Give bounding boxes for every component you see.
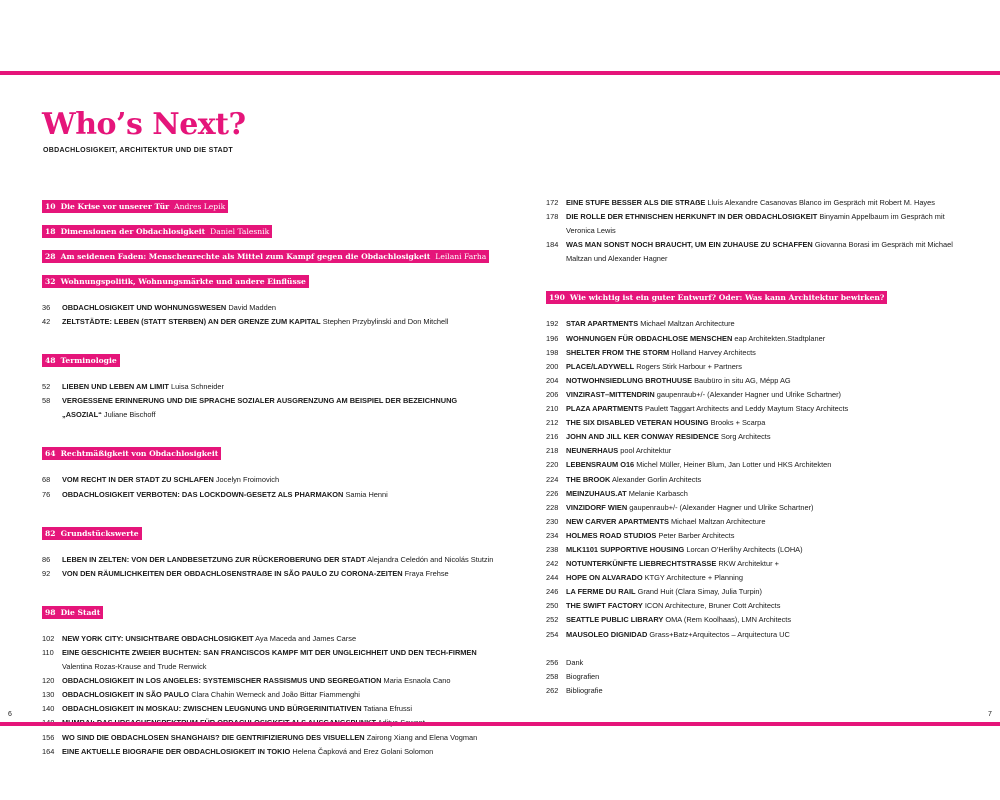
item-text xyxy=(62,702,497,716)
toc-section xyxy=(42,350,497,368)
toc-item xyxy=(546,332,966,346)
item-text xyxy=(566,628,966,642)
item-page-number: 262 xyxy=(546,685,559,695)
item-title: OBDACHLOSIGKEIT UND WOHNUNGSWESEN xyxy=(62,303,227,312)
item-page-number: 120 xyxy=(42,676,55,686)
item-text xyxy=(62,380,497,394)
item-text xyxy=(566,416,966,430)
top-rule xyxy=(0,71,1000,75)
toc-left-column xyxy=(42,196,497,759)
item-author: Lorcan O’Herlihy Architects (LOHA) xyxy=(686,544,803,554)
page-subtitle: OBDACHLOSIGKEIT, ARCHITEKTUR UND DIE STADT xyxy=(43,147,233,154)
toc-item xyxy=(42,688,497,702)
page-title: Who’s Next? xyxy=(42,107,246,142)
item-title: NOTUNTERKÜNFTE LIEBRECHTSTRASSE xyxy=(566,559,717,569)
item-title: NEW YORK CITY: UNSICHTBARE OBDACHLOSIGKEIT xyxy=(62,633,254,643)
item-text xyxy=(62,731,497,745)
toc-item xyxy=(42,315,497,329)
section-title: Wie wichtig ist ein guter Entwurf? Oder: Was kann Architektur bewirken? xyxy=(569,293,885,303)
toc-item xyxy=(546,346,966,360)
item-title: VINZIRAST–MITTENDRIN xyxy=(566,389,655,399)
item-author: David Madden xyxy=(228,303,276,312)
item-author: Aya Maceda and James Carse xyxy=(255,633,357,643)
item-text xyxy=(566,444,966,458)
item-text xyxy=(566,585,966,599)
item-author: gaupenraub+/- (Alexander Hagner und Ulrike Schartner) xyxy=(629,502,814,512)
spacer xyxy=(42,239,497,246)
toc-item xyxy=(42,702,497,716)
toc-section xyxy=(42,443,497,461)
item-text xyxy=(566,557,966,571)
item-page-number: 200 xyxy=(546,361,559,371)
spacer xyxy=(546,305,966,317)
item-page-number: 228 xyxy=(546,502,559,512)
item-title: EINE AKTUELLE BIOGRAFIE DER OBDACHLOSIGKEIT IN TOKIO xyxy=(62,746,291,756)
toc-item xyxy=(546,458,966,472)
item-text xyxy=(566,656,966,670)
item-text xyxy=(62,632,497,646)
item-page-number: 58 xyxy=(42,396,51,406)
appendix-title: Biografien xyxy=(566,671,600,681)
item-author: Brooks + Scarpa xyxy=(710,418,766,428)
toc-item xyxy=(546,599,966,613)
toc-item xyxy=(42,394,497,422)
item-page-number: 234 xyxy=(546,530,559,540)
appendix-title: Dank xyxy=(566,657,584,667)
item-text xyxy=(566,473,966,487)
item-page-number: 172 xyxy=(546,198,559,207)
spacer xyxy=(42,289,497,301)
item-page-number: 76 xyxy=(42,489,51,499)
item-title: VINZIDORF WIEN xyxy=(566,502,628,512)
item-page-number: 140 xyxy=(42,704,55,714)
item-page-number: 238 xyxy=(546,544,559,554)
toc-item xyxy=(546,613,966,627)
item-page-number: 156 xyxy=(42,732,55,742)
toc-item xyxy=(546,557,966,571)
toc-item xyxy=(546,529,966,543)
item-author: gaupenraub+/- (Alexander Hagner und Ulrike Schartner) xyxy=(656,389,842,399)
item-author: ICON Architecture, Bruner Cott Architects xyxy=(644,601,781,611)
item-author: Michael Maltzan Architecture xyxy=(671,516,766,526)
item-text xyxy=(566,684,966,698)
item-page-number: 204 xyxy=(546,375,559,385)
toc-item xyxy=(546,388,966,402)
item-author: Alexander Gorlin Architects xyxy=(612,474,702,484)
toc-item xyxy=(546,430,966,444)
spacer xyxy=(546,642,966,656)
toc-item xyxy=(546,628,966,642)
item-text xyxy=(566,515,966,529)
toc-item xyxy=(546,374,966,388)
item-author: Luisa Schneider xyxy=(170,382,224,392)
item-page-number: 196 xyxy=(546,333,559,343)
toc-item xyxy=(42,632,497,646)
spacer xyxy=(42,368,497,380)
item-title: VERGESSENE ERINNERUNG UND DIE SPRACHE SOZIALER AUSGRENZUNG AM BEISPIEL DER BEZEICHNUNG „ASOZIAL“ xyxy=(62,396,458,420)
item-title: WAS MAN SONST NOCH BRAUCHT, UM EIN ZUHAUSE ZU SCHAFFEN xyxy=(566,240,813,250)
item-title: STAR APARTMENTS xyxy=(566,319,639,329)
item-title: HOLMES ROAD STUDIOS xyxy=(566,530,657,540)
item-text xyxy=(566,238,966,266)
item-author: Fraya Frehse xyxy=(404,568,449,578)
toc-section xyxy=(42,221,497,239)
item-page-number: 110 xyxy=(42,647,54,657)
item-title: THE BROOK xyxy=(566,474,611,484)
section-title: Grundstückswerte xyxy=(60,528,139,538)
toc-item xyxy=(42,745,497,759)
toc-section xyxy=(42,196,497,214)
section-title: Terminologie xyxy=(60,356,117,366)
item-page-number: 246 xyxy=(546,587,559,597)
item-title: EINE STUFE BESSER ALS DIE STRAẞE xyxy=(566,198,706,207)
item-page-number: 216 xyxy=(546,432,559,442)
item-page-number: 86 xyxy=(42,554,51,564)
toc-item xyxy=(42,567,497,581)
toc-item xyxy=(546,196,966,210)
item-page-number: 164 xyxy=(42,746,55,756)
item-text xyxy=(62,301,497,315)
item-author: pool Architektur xyxy=(620,446,672,456)
item-title: MEINZUHAUS.AT xyxy=(566,488,627,498)
item-title: MLK1101 SUPPORTIVE HOUSING xyxy=(566,544,685,554)
section-page-number: 48 xyxy=(45,356,56,366)
item-title: OBDACHLOSIGKEIT IN LOS ANGELES: SYSTEMISCHER RASSISMUS UND SEGREGATION xyxy=(62,676,382,686)
item-author: OMA (Rem Koolhaas), LMN Architects xyxy=(665,615,792,625)
item-page-number: 256 xyxy=(546,657,559,667)
item-author: Peter Barber Architects xyxy=(658,530,735,540)
toc-item xyxy=(42,553,497,567)
item-page-number: 254 xyxy=(546,629,559,639)
item-page-number: 36 xyxy=(42,303,51,312)
spacer xyxy=(42,214,497,221)
item-page-number: 192 xyxy=(546,319,559,329)
item-title: OBDACHLOSIGKEIT IN MOSKAU: ZWISCHEN LEUGNUNG UND BÜRGERINITIATIVEN xyxy=(62,704,362,714)
item-title: NOTWOHNSIEDLUNG BROTHUUSE xyxy=(566,375,693,385)
item-page-number: 242 xyxy=(546,559,559,569)
item-author: Binyamin Appelbaum im Gespräch mit Veronica Lewis xyxy=(566,212,945,236)
item-author: Samia Henni xyxy=(345,489,388,499)
item-page-number: 52 xyxy=(42,382,51,392)
section-author: Leilani Farha xyxy=(435,252,487,261)
item-text xyxy=(566,196,966,210)
section-page-number: 190 xyxy=(549,293,565,303)
item-text xyxy=(566,360,966,374)
item-page-number: 102 xyxy=(42,633,55,643)
item-title: OBDACHLOSIGKEIT IN SÃO PAULO xyxy=(62,690,190,700)
toc-item xyxy=(546,543,966,557)
item-title: MAUSOLEO DIGNIDAD xyxy=(566,629,648,639)
section-heading xyxy=(42,200,228,213)
item-title: LEBEN IN ZELTEN: VON DER LANDBESETZUNG ZUR RÜCKEROBERUNG DER STADT xyxy=(62,554,366,564)
item-author: Maria Esnaola Cano xyxy=(383,676,451,686)
item-title: OBDACHLOSIGKEIT VERBOTEN: DAS LOCKDOWN-GESETZ ALS PHARMAKON xyxy=(62,489,344,499)
item-title: LEBENSRAUM O16 xyxy=(566,460,635,470)
item-text xyxy=(62,315,497,329)
item-page-number: 178 xyxy=(546,212,559,222)
item-text xyxy=(566,346,966,360)
section-title: Die Stadt xyxy=(60,607,101,617)
item-text xyxy=(566,317,966,331)
item-title: HOPE ON ALVARADO xyxy=(566,573,643,583)
item-text xyxy=(566,458,966,472)
item-title: WO SIND DIE OBDACHLOSEN SHANGHAIS? DIE GENTRIFIZIERUNG DES VISUELLEN xyxy=(62,732,365,742)
item-title: LIEBEN UND LEBEN AM LIMIT xyxy=(62,382,169,392)
item-title: WOHNUNGEN FÜR OBDACHLOSE MENSCHEN xyxy=(566,333,733,343)
section-page-number: 98 xyxy=(45,607,56,617)
spacer xyxy=(42,264,497,271)
spacer xyxy=(42,541,497,553)
spacer xyxy=(546,266,966,287)
section-title: Wohnungspolitik, Wohnungsmärkte und andere Einflüsse xyxy=(60,277,306,286)
section-heading xyxy=(42,527,142,540)
toc-item xyxy=(546,585,966,599)
item-author: Holland Harvey Architects xyxy=(671,347,756,357)
item-author: Michel Müller, Heiner Blum, Jan Lotter und HKS Architekten xyxy=(636,460,832,470)
toc-item xyxy=(546,515,966,529)
item-title: THE SIX DISABLED VETERAN HOUSING xyxy=(566,418,709,428)
item-text xyxy=(566,529,966,543)
item-text xyxy=(62,394,497,422)
item-text xyxy=(566,571,966,585)
item-page-number: 244 xyxy=(546,573,559,583)
item-title: JOHN AND JILL KER CONWAY RESIDENCE xyxy=(566,432,719,442)
item-page-number: 92 xyxy=(42,568,51,578)
toc-appendix-item xyxy=(546,670,966,684)
item-text xyxy=(566,332,966,346)
item-page-number: 226 xyxy=(546,488,559,498)
item-text xyxy=(566,210,966,238)
item-author: Clara Chahin Werneck and João Bittar Fiammenghi xyxy=(191,690,360,700)
item-author: eap Architekten.Stadtplaner xyxy=(734,333,826,343)
item-page-number: 184 xyxy=(546,240,559,250)
section-heading xyxy=(42,275,309,288)
section-author: Andres Lepik xyxy=(174,202,226,211)
toc-item xyxy=(546,402,966,416)
toc-item xyxy=(546,473,966,487)
toc-item xyxy=(546,487,966,501)
toc-appendix-item xyxy=(546,684,966,698)
toc-section xyxy=(42,602,497,620)
toc-item xyxy=(42,473,497,487)
item-page-number: 206 xyxy=(546,389,559,399)
item-author: Grass+Batz+Arquitectos – Arquitectura UC xyxy=(649,629,790,639)
item-author: Lluís Alexandre Casanovas Blanco im Gespräch mit Robert M. Hayes xyxy=(707,198,935,207)
item-page-number: 258 xyxy=(546,671,559,681)
item-title: LA FERME DU RAIL xyxy=(566,587,636,597)
item-text xyxy=(566,501,966,515)
item-text xyxy=(62,553,497,567)
item-author: Giovanna Borasi im Gespräch mit Michael Maltzan und Alexander Hagner xyxy=(566,240,953,264)
spacer xyxy=(42,502,497,523)
section-heading xyxy=(42,354,120,367)
spacer xyxy=(42,581,497,602)
item-title: NEUNERHAUS xyxy=(566,446,619,456)
spacer xyxy=(42,620,497,632)
item-author: Zairong Xiang and Elena Vogman xyxy=(366,732,478,742)
item-page-number: 220 xyxy=(546,460,559,470)
section-title: Am seidenen Faden: Menschenrechte als Mittel zum Kampf gegen die Obdachlosigkeit xyxy=(60,252,431,261)
item-page-number: 230 xyxy=(546,516,559,526)
item-text xyxy=(566,543,966,557)
item-author: Paulett Taggart Architects and Leddy Maytum Stacy Architects xyxy=(644,404,849,414)
item-title: SHELTER FROM THE STORM xyxy=(566,347,670,357)
toc-item xyxy=(42,380,497,394)
item-text xyxy=(566,487,966,501)
toc-item xyxy=(42,646,497,674)
section-page-number: 64 xyxy=(45,449,56,459)
item-page-number: 68 xyxy=(42,475,51,485)
section-heading xyxy=(42,250,489,263)
bottom-rule xyxy=(0,722,1000,726)
toc-item xyxy=(546,210,966,238)
item-text xyxy=(566,402,966,416)
item-page-number: 130 xyxy=(42,690,55,700)
spacer xyxy=(42,422,497,443)
section-heading xyxy=(546,291,887,304)
toc-item xyxy=(546,444,966,458)
item-author: Michael Maltzan Architecture xyxy=(640,319,735,329)
appendix-title: Bibliografie xyxy=(566,685,603,695)
toc-right-column xyxy=(546,196,966,698)
item-text xyxy=(62,567,497,581)
item-author: Melanie Karbasch xyxy=(628,488,688,498)
toc-item xyxy=(546,416,966,430)
item-author: KTGY Architecture + Planning xyxy=(644,573,743,583)
toc-section xyxy=(42,523,497,541)
item-text xyxy=(62,646,497,674)
item-author: Tatiana Efrussi xyxy=(363,704,412,714)
item-text xyxy=(62,488,497,502)
toc-section xyxy=(546,287,966,305)
item-text xyxy=(566,430,966,444)
item-title: EINE GESCHICHTE ZWEIER BUCHTEN: SAN FRANCISCOS KAMPF MIT DER UNGLEICHHEIT UND DEN TECH-FIRMEN xyxy=(62,647,477,657)
toc-section xyxy=(42,246,497,264)
item-text xyxy=(566,670,966,684)
item-author: Juliane Bischoff xyxy=(103,410,156,420)
item-title: VON DEN RÄUMLICHKEITEN DER OBDACHLOSENSTRAẞE IN SÃO PAULO ZU CORONA-ZEITEN xyxy=(62,568,403,578)
item-title: PLACE/LADYWELL xyxy=(566,361,635,371)
section-title: Rechtmäßigkeit von Obdachlosigkeit xyxy=(60,449,219,459)
item-title: VOM RECHT IN DER STADT ZU SCHLAFEN xyxy=(62,475,214,485)
item-author: Stephen Przybylinski and Don Mitchell xyxy=(322,317,449,327)
spacer xyxy=(42,329,497,350)
item-page-number: 212 xyxy=(546,418,559,428)
section-title: Die Krise vor unserer Tür xyxy=(60,202,170,211)
toc-item xyxy=(42,301,497,315)
section-heading xyxy=(42,447,221,460)
item-text xyxy=(566,374,966,388)
item-author: Jocelyn Froimovich xyxy=(215,475,280,485)
page-number-right: 7 xyxy=(988,711,992,718)
section-page-number: 28 xyxy=(45,252,56,261)
item-text xyxy=(566,388,966,402)
section-page-number: 32 xyxy=(45,277,56,286)
toc-item xyxy=(546,317,966,331)
item-title: ZELTSTÄDTE: LEBEN (STATT STERBEN) AN DER GRENZE ZUM KAPITAL xyxy=(62,317,321,327)
section-heading xyxy=(42,225,272,238)
toc-item xyxy=(42,731,497,745)
item-page-number: 224 xyxy=(546,474,559,484)
item-author: Helena Čapková and Erez Golani Solomon xyxy=(292,746,434,756)
item-text xyxy=(62,688,497,702)
section-page-number: 18 xyxy=(45,227,56,236)
item-author: Rogers Stirk Harbour + Partners xyxy=(636,361,742,371)
item-title: DIE ROLLE DER ETHNISCHEN HERKUNFT IN DER OBDACHLOSIGKEIT xyxy=(566,212,818,222)
item-text xyxy=(566,613,966,627)
item-page-number: 250 xyxy=(546,601,559,611)
toc-item xyxy=(42,674,497,688)
item-page-number: 42 xyxy=(42,317,51,327)
toc-item xyxy=(546,501,966,515)
section-author: Daniel Talesnik xyxy=(210,227,270,236)
spacer xyxy=(42,461,497,473)
item-author: Alejandra Celedón and Nicolás Stutzin xyxy=(367,554,494,564)
toc-item xyxy=(546,571,966,585)
item-title: PLAZA APARTMENTS xyxy=(566,404,643,414)
toc-item xyxy=(546,238,966,266)
section-title: Dimensionen der Obdachlosigkeit xyxy=(60,227,206,236)
item-page-number: 198 xyxy=(546,347,559,357)
item-text xyxy=(62,745,497,759)
item-text xyxy=(566,599,966,613)
item-page-number: 218 xyxy=(546,446,559,456)
toc-appendix-item xyxy=(546,656,966,670)
toc-section xyxy=(42,271,497,289)
item-text xyxy=(62,674,497,688)
item-author: Sorg Architects xyxy=(720,432,771,442)
item-title: THE SWIFT FACTORY xyxy=(566,601,643,611)
item-page-number: 210 xyxy=(546,404,559,414)
toc-item xyxy=(42,488,497,502)
item-author: RKW Architektur + xyxy=(718,559,779,569)
toc-item xyxy=(546,360,966,374)
item-author: Grand Huit (Clara Simay, Julia Turpin) xyxy=(637,587,762,597)
item-author: Baubüro in situ AG, Mépp AG xyxy=(694,375,791,385)
item-page-number: 252 xyxy=(546,615,559,625)
item-title: SEATTLE PUBLIC LIBRARY xyxy=(566,615,664,625)
section-page-number: 10 xyxy=(45,202,56,211)
item-author: Valentina Rozas-Krause and Trude Renwick xyxy=(62,662,207,672)
section-page-number: 82 xyxy=(45,528,56,538)
page-number-left: 6 xyxy=(8,711,12,718)
item-title: NEW CARVER APARTMENTS xyxy=(566,516,669,526)
section-heading xyxy=(42,606,103,619)
item-text xyxy=(62,473,497,487)
